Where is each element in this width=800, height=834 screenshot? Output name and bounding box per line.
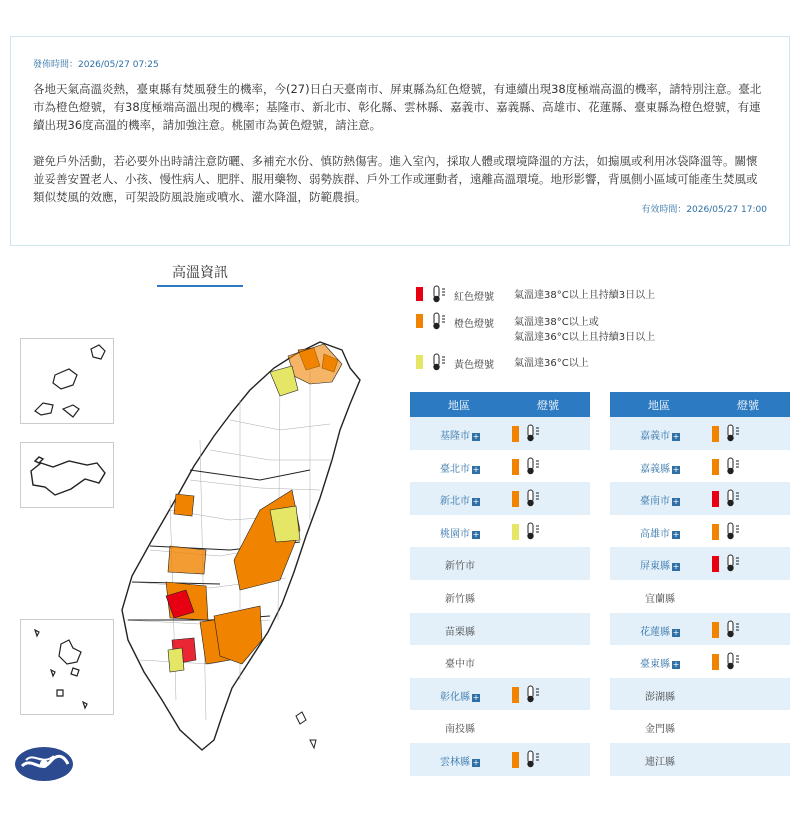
region-name-text: 臺東縣 xyxy=(640,659,670,671)
legend-desc: 氣溫達36°C以上 xyxy=(514,358,589,369)
matsu-islands xyxy=(21,339,115,425)
table-row[interactable] xyxy=(410,678,590,711)
table-row xyxy=(610,580,790,613)
expand-plus-icon[interactable]: + xyxy=(472,432,480,441)
region-name[interactable] xyxy=(410,460,510,475)
cwa-logo-icon xyxy=(14,746,74,782)
region-name-text: 南投縣 xyxy=(445,724,475,736)
thermometer-icon xyxy=(524,489,542,507)
table-row xyxy=(410,547,590,580)
thermometer-icon xyxy=(724,620,742,638)
region-name-text: 臺南市 xyxy=(640,496,670,508)
region-taitung xyxy=(214,606,262,664)
header-region: 地區 xyxy=(648,399,670,412)
expand-plus-icon[interactable]: + xyxy=(472,757,480,767)
expand-plus-icon[interactable]: + xyxy=(472,497,480,507)
thermometer-icon xyxy=(524,424,542,442)
region-changhua xyxy=(174,494,194,516)
taiwan-heat-map xyxy=(110,320,370,760)
map-title: 高溫資訊 xyxy=(157,262,243,287)
notice-paragraph-1: 各地天氣高溫炎熱，臺東縣有焚風發生的機率，今(27)日白天臺南市、屏東縣為紅色燈號，有連續出現38度極端高溫的機率，請特別注意。臺北市為橙色燈號，有38度極端高溫出現的機率；基隆市、新北市、彰化縣、雲林縣、嘉義市、嘉義縣、高雄市、花蓮縣、臺東縣為橙色燈號，有連續出現36度高溫的機率，請加強注意。桃園市為黃色燈號，請注意。 xyxy=(33,82,762,132)
table-row xyxy=(410,645,590,678)
signal-swatch-orange xyxy=(712,622,719,638)
header-signal: 燈號 xyxy=(737,399,759,412)
region-name-text: 花蓮縣 xyxy=(640,626,670,638)
region-name[interactable] xyxy=(610,460,710,475)
region-name-text: 彰化縣 xyxy=(440,691,470,703)
legend-name: 黃色燈號 xyxy=(454,360,494,371)
region-table-right xyxy=(610,392,790,776)
table-row xyxy=(610,710,790,743)
region-name xyxy=(610,753,710,768)
legend-desc-block xyxy=(514,315,655,345)
table-row[interactable] xyxy=(610,450,790,483)
legend-swatch-yellow xyxy=(416,355,423,369)
region-name-text: 新北市 xyxy=(440,496,470,508)
thermometer-icon xyxy=(724,522,742,540)
expand-plus-icon[interactable]: + xyxy=(672,497,680,507)
region-name-text: 嘉義市 xyxy=(640,431,670,442)
expand-plus-icon[interactable]: + xyxy=(672,660,680,670)
region-name-text: 金門縣 xyxy=(645,724,675,736)
header-region: 地區 xyxy=(448,399,470,412)
region-name[interactable] xyxy=(410,688,510,703)
table-header xyxy=(410,392,590,417)
table-row[interactable] xyxy=(410,417,590,450)
thermometer-icon xyxy=(724,424,742,442)
table-row[interactable] xyxy=(410,482,590,515)
table-row[interactable] xyxy=(610,515,790,548)
region-name-text: 臺北市 xyxy=(440,463,470,475)
expand-plus-icon[interactable]: + xyxy=(672,432,680,441)
region-name-text: 澎湖縣 xyxy=(645,691,675,703)
legend-swatch-orange xyxy=(416,314,423,328)
legend-name: 橙色燈號 xyxy=(454,319,494,330)
table-row[interactable] xyxy=(410,743,590,776)
region-name[interactable] xyxy=(610,492,710,507)
valid-time: 有效時間：2026/05/27 17:00 xyxy=(641,205,767,215)
inset-kinmen xyxy=(20,442,114,508)
issue-time: 發佈時間：2026/05/27 07:25 xyxy=(33,60,159,70)
table-row[interactable] xyxy=(610,613,790,646)
legend-desc: 氣溫達38°C以上且持續3日以上 xyxy=(514,290,656,301)
region-name-text: 基隆市 xyxy=(440,431,470,442)
signal-swatch-orange xyxy=(712,524,719,540)
region-name xyxy=(610,590,710,605)
signal-swatch-orange xyxy=(512,687,519,703)
region-name-text: 連江縣 xyxy=(645,756,675,768)
expand-plus-icon[interactable]: + xyxy=(472,529,480,539)
region-name xyxy=(410,557,510,572)
notice-paragraph-2: 避免戶外活動，若必要外出時請注意防曬、多補充水份、慎防熱傷害。進入室內，採取人體或環境降溫的方法，如搧風或利用冰袋降溫等。關懷並妥善安置老人、小孩、慢性病人、肥胖、服用藥物、弱勢族群、戶外工作或運動者，遠離高溫環境。地形影響，背風側小區域可能產生焚風或類似焚風的效應，可架設防風設施或噴水、灌水降溫，防範農損。 xyxy=(33,154,758,204)
region-name-text: 宜蘭縣 xyxy=(645,593,675,605)
thermometer-icon xyxy=(724,489,742,507)
table-row[interactable] xyxy=(410,515,590,548)
region-name xyxy=(610,688,710,703)
legend-desc-2: 氣溫達36°C以上且持續3日以上 xyxy=(514,332,656,343)
region-name-text: 雲林縣 xyxy=(440,756,470,768)
region-name[interactable] xyxy=(410,427,510,442)
region-name xyxy=(410,623,510,638)
region-name[interactable] xyxy=(410,525,510,540)
region-name xyxy=(610,720,710,735)
table-header xyxy=(610,392,790,417)
legend-swatch-red xyxy=(416,287,423,301)
region-name-text: 屏東縣 xyxy=(640,561,670,573)
thermometer-icon xyxy=(724,652,742,670)
table-row[interactable] xyxy=(610,547,790,580)
table-row xyxy=(410,580,590,613)
region-name-text: 桃園市 xyxy=(440,528,470,540)
table-row[interactable] xyxy=(610,417,790,450)
expand-plus-icon[interactable]: + xyxy=(472,464,480,474)
warning-notice xyxy=(10,36,790,246)
signal-swatch-orange xyxy=(512,752,519,768)
signal-swatch-orange xyxy=(512,459,519,475)
region-name-text: 嘉義縣 xyxy=(640,463,670,475)
expand-plus-icon[interactable]: + xyxy=(672,464,680,474)
thermometer-icon xyxy=(724,457,742,475)
inset-penghu xyxy=(20,619,114,715)
expand-plus-icon[interactable]: + xyxy=(672,627,680,637)
region-name[interactable] xyxy=(610,623,710,638)
expand-plus-icon[interactable]: + xyxy=(672,562,680,572)
thermometer-icon xyxy=(430,312,448,330)
region-yunlin xyxy=(168,546,206,574)
table-row xyxy=(610,743,790,776)
region-name-text: 高雄市 xyxy=(640,528,670,540)
signal-swatch-orange xyxy=(712,459,719,475)
thermometer-icon xyxy=(430,353,448,371)
penghu-islands xyxy=(21,620,115,716)
thermometer-icon xyxy=(524,522,542,540)
region-name[interactable] xyxy=(410,492,510,507)
region-name-text: 苗栗縣 xyxy=(445,626,475,638)
thermometer-icon xyxy=(524,457,542,475)
signal-swatch-red xyxy=(712,556,719,572)
inset-matsu xyxy=(20,338,114,424)
table-row[interactable] xyxy=(610,645,790,678)
region-name[interactable] xyxy=(410,753,510,768)
signal-swatch-orange xyxy=(712,654,719,670)
table-row xyxy=(410,710,590,743)
region-name xyxy=(410,590,510,605)
kinmen-islands xyxy=(21,443,115,509)
signal-swatch-orange xyxy=(712,426,719,442)
table-row xyxy=(610,678,790,711)
region-name-text: 新竹縣 xyxy=(445,593,475,605)
table-row[interactable] xyxy=(410,450,590,483)
signal-swatch-yellow xyxy=(512,524,519,540)
legend-name: 紅色燈號 xyxy=(454,292,494,303)
expand-plus-icon[interactable]: + xyxy=(672,529,680,539)
signal-swatch-orange xyxy=(512,426,519,442)
signal-swatch-orange xyxy=(512,491,519,507)
table-row xyxy=(410,613,590,646)
expand-plus-icon[interactable]: + xyxy=(472,692,480,702)
thermometer-icon xyxy=(524,685,542,703)
header-signal: 燈號 xyxy=(537,399,559,412)
thermometer-icon xyxy=(724,554,742,572)
table-row[interactable] xyxy=(610,482,790,515)
region-name-text: 臺中市 xyxy=(445,659,475,671)
region-name[interactable] xyxy=(610,525,710,540)
region-name-text: 新竹市 xyxy=(445,561,475,573)
region-table-left xyxy=(410,392,590,776)
region-name xyxy=(410,720,510,735)
region-pingtung-yellow xyxy=(168,648,184,672)
region-name[interactable] xyxy=(610,427,710,442)
legend-desc: 氣溫達38°C以上或 xyxy=(514,317,599,328)
region-name[interactable] xyxy=(610,655,710,670)
region-name xyxy=(410,655,510,670)
thermometer-icon xyxy=(430,285,448,303)
region-name[interactable] xyxy=(610,557,710,572)
thermometer-icon xyxy=(524,750,542,768)
signal-swatch-red xyxy=(712,491,719,507)
